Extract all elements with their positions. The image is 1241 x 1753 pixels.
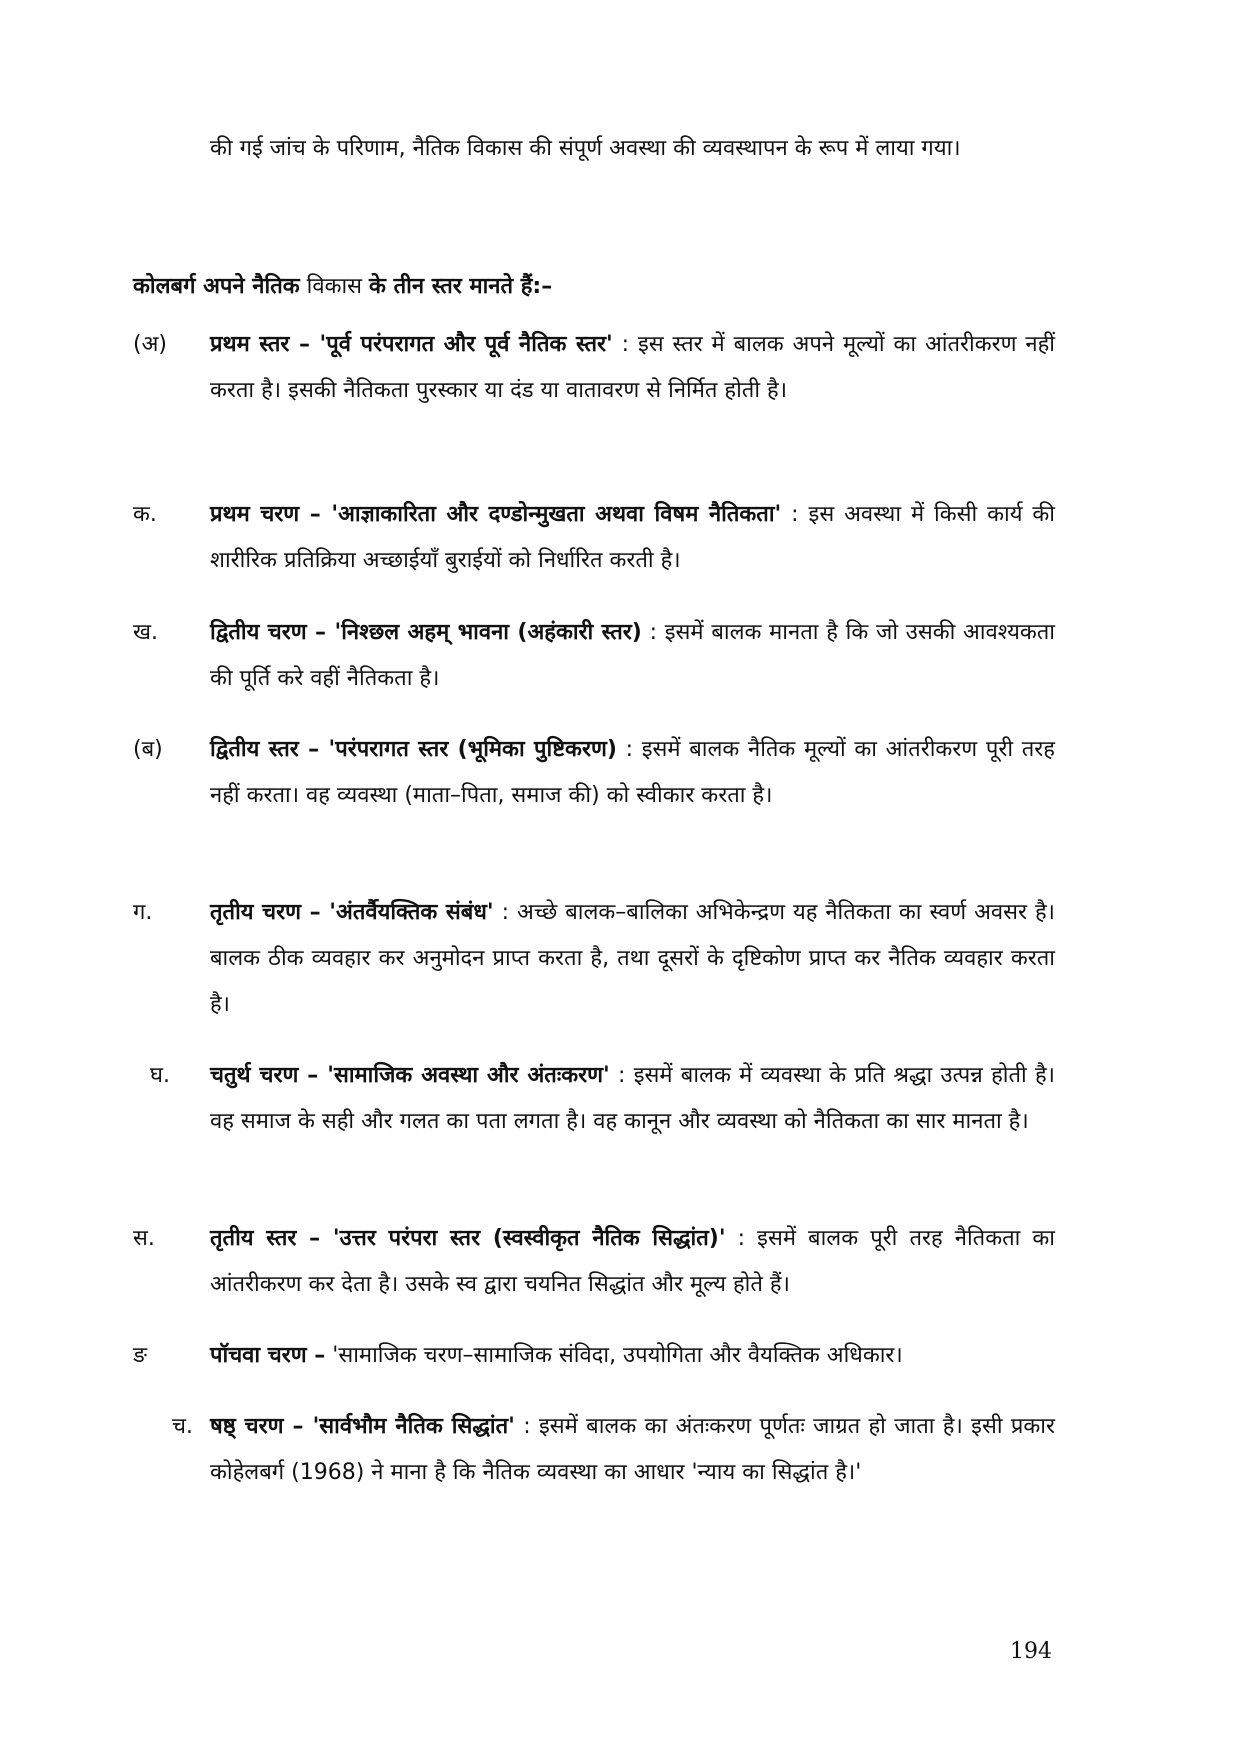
item-title: चतुर्थ चरण – 'सामाजिक अवस्था और अंतःकरण' <box>210 1063 610 1088</box>
item-marker: ग. <box>133 900 153 925</box>
item-title: षष्ठ् चरण – 'सार्वभौम नैतिक सिद्धांत' <box>210 1414 515 1439</box>
heading-part-2: विकास <box>299 274 370 299</box>
item-text <box>210 727 1055 819</box>
item-text <box>210 492 1055 584</box>
item-title: द्वितीय चरण – 'निश्छल अहम् भावना (अहंकारी स्तर) <box>210 620 642 645</box>
item-marker: च. <box>172 1414 193 1439</box>
item-text <box>210 322 1055 414</box>
item-title: पॉचवा चरण – <box>210 1343 326 1368</box>
page-number: 194 <box>1010 1639 1052 1664</box>
item-title: द्वितीय स्तर – 'परंपरागत स्तर (भूमिका पुष्टिकरण) <box>210 737 617 762</box>
item-text <box>210 1053 1055 1145</box>
item-marker: (अ) <box>133 332 167 357</box>
item-text <box>210 1404 1055 1496</box>
heading-part-1: कोलबर्ग अपने नैतिक <box>133 274 300 299</box>
item-marker: ख. <box>133 620 158 645</box>
item-body: : अच्छे बालक–बालिका अभिकेन्द्रण यह नैतिकता का स्वर्ण अवसर है। बालक ठीक व्यवहार कर अनुमोदन प्राप्त करता है, तथा दूसरों के दृष्टिकोण प्राप्त कर नैतिक व्यवहार करता है। <box>210 900 1055 1017</box>
item-text <box>210 890 1055 1028</box>
item-marker: घ. <box>150 1063 170 1088</box>
item-text <box>210 1333 1055 1379</box>
item-title: तृतीय चरण – 'अंतर्वैयक्तिक संबंध' <box>210 900 494 925</box>
item-marker: स. <box>133 1226 155 1251</box>
item-text <box>210 610 1055 702</box>
intro-paragraph <box>210 126 1055 172</box>
item-body: : इस अवस्था में किसी कार्य की शारीरिक प्रतिक्रिया अच्छाईयाँ बुराईयों को निर्धारित करती है। <box>210 502 1055 573</box>
intro-text: की गई जांच के परिणाम, नैतिक विकास की संपूर्ण अवस्था की व्यवस्थापन के रूप में लाया गया। <box>210 136 961 161</box>
item-marker: ङ <box>133 1343 148 1368</box>
item-marker: (ब) <box>133 737 163 762</box>
heading-part-3: के तीन स्तर मानते हैं:– <box>369 274 553 299</box>
item-title: तृतीय स्तर – 'उत्तर परंपरा स्तर (स्वस्वीकृत नैतिक सिद्धांत)' <box>210 1226 726 1251</box>
section-heading <box>133 264 552 310</box>
item-body: : इसमें बालक का अंतःकरण पूर्णतः जाग्रत हो जाता है। इसी प्रकार कोहेलबर्ग (1968) ने माना है कि नैतिक व्यवस्था का आधार 'न्याय का सिद्धांत है।' <box>210 1414 1055 1485</box>
item-marker: क. <box>133 502 157 527</box>
item-title: प्रथम स्तर – 'पूर्व परंपरागत और पूर्व नैतिक स्तर' <box>210 332 613 357</box>
item-body: 'सामाजिक चरण–सामाजिक संविदा, उपयोगिता और वैयक्तिक अधिकार। <box>325 1343 903 1368</box>
item-title: प्रथम चरण – 'आज्ञाकारिता और दण्डोन्मुखता अथवा विषम नैतिकता' <box>210 502 782 527</box>
item-text <box>210 1216 1055 1308</box>
item-body: : इसमें बालक नैतिक मूल्यों का आंतरीकरण पूरी तरह नहीं करता। वह व्यवस्था (माता–पिता, समाज की) को स्वीकार करता है। <box>210 737 1055 808</box>
item-body: : इसमें बालक मानता है कि जो उसकी आवश्यकता की पूर्ति करे वहीं नैतिकता है। <box>210 620 1056 691</box>
item-body: : इसमें बालक में व्यवस्था के प्रति श्रद्धा उत्पन्न होती है। वह समाज के सही और गलत का पता लगता है। वह कानून और व्यवस्था को नैतिकता का सार मानता है। <box>210 1063 1055 1134</box>
item-body: : इसमें बालक पूरी तरह नैतिकता का आंतरीकरण कर देता है। उसके स्व द्वारा चयनित सिद्धांत और मूल्य होते हैं। <box>210 1226 1055 1297</box>
item-body: : इस स्तर में बालक अपने मूल्यों का आंतरीकरण नहीं करता है। इसकी नैतिकता पुरस्कार या दंड या वातावरण से निर्मित होती है। <box>210 332 1055 403</box>
